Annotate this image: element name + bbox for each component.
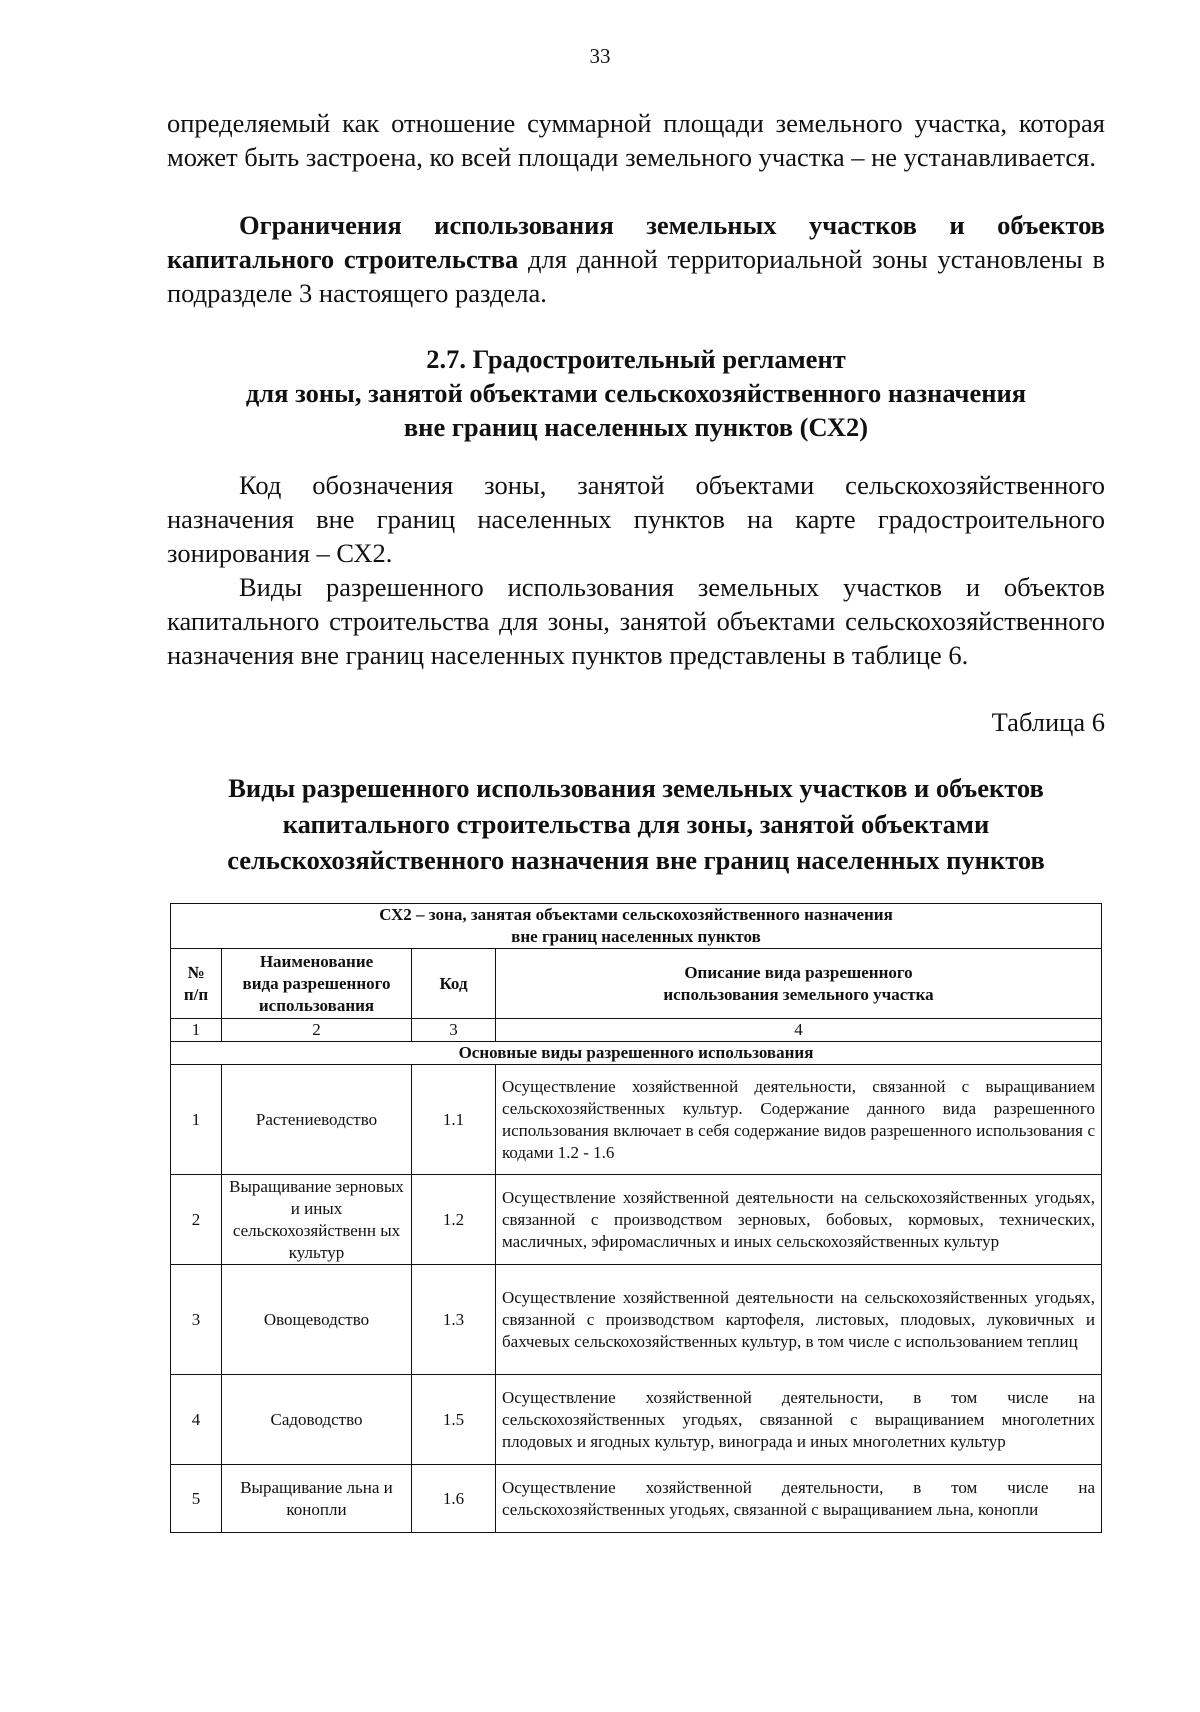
zone-header-row — [171, 904, 1102, 949]
column-number-cell: 2 — [222, 1019, 412, 1042]
row-code: 1.2 — [412, 1175, 496, 1265]
table-title-line-2: капитального строительства для зоны, занятой объектами — [282, 809, 990, 839]
table-row — [171, 1375, 1102, 1465]
table-title-line-3: сельскохозяйственного назначения вне границ населенных пунктов — [227, 845, 1045, 875]
restrictions-rest-text: для данной территориальной зоны установлены в подразделе 3 настоящего раздела. — [167, 244, 1105, 308]
section-label-cell: Основные виды разрешенного использования — [171, 1042, 1102, 1065]
intro-paragraph — [167, 106, 1105, 174]
row-number: 2 — [171, 1175, 222, 1265]
table-title-line-1: Виды разрешенного использования земельных участков и объектов — [228, 773, 1044, 803]
table-row — [171, 1465, 1102, 1533]
zone-header-cell — [171, 904, 1102, 949]
zone-code-paragraph — [167, 468, 1105, 570]
column-number-row — [171, 1019, 1102, 1042]
column-header-name-line-1: Наименование — [259, 951, 374, 971]
row-code: 1.1 — [412, 1065, 496, 1175]
row-use-name: Овощеводство — [222, 1265, 412, 1375]
section-heading — [167, 342, 1105, 444]
table-title — [167, 770, 1105, 878]
section-heading-line-3: вне границ населенных пунктов (СХ2) — [403, 412, 869, 442]
table-number-caption: Таблица 6 — [991, 707, 1105, 737]
section-label-row — [171, 1042, 1102, 1065]
row-description: Осуществление хозяйственной деятельности, в том числе на сельскохозяйственных угодьях, связанной с выращиванием многолетних плодовых и ягодных культур, винограда и иных многолетних культур — [496, 1375, 1102, 1465]
row-use-name: Выращивание зерновых и иных сельскохозяйственн ых культур — [222, 1175, 412, 1265]
row-description: Осуществление хозяйственной деятельности, связанной с выращиванием сельскохозяйственных культур. Содержание данного вида разрешенного использования включает в себя содержание видов разрешенного использования с кодами 1.2 - 1.6 — [496, 1065, 1102, 1175]
column-header-number-line-2: п/п — [183, 984, 209, 1004]
restrictions-bold-text: Ограничения использования земельных участков и объектов капитального строительства — [167, 210, 1105, 274]
section-heading-line-1: 2.7. Градостроительный регламент — [426, 344, 846, 374]
row-number: 3 — [171, 1265, 222, 1375]
row-number: 4 — [171, 1375, 222, 1465]
row-use-name: Выращивание льна и конопли — [222, 1465, 412, 1533]
row-code: 1.6 — [412, 1465, 496, 1533]
zone-header-line-2: вне границ населенных пунктов — [511, 927, 761, 946]
row-number: 1 — [171, 1065, 222, 1175]
zone-header-line-1: СХ2 – зона, занятая объектами сельскохозяйственного назначения — [379, 905, 893, 924]
section-heading-line-2: для зоны, занятой объектами сельскохозяйственного назначения — [245, 378, 1027, 408]
column-header-description-line-1: Описание вида разрешенного — [684, 962, 913, 982]
row-use-name: Растениеводство — [222, 1065, 412, 1175]
column-header-description-line-2: использования земельного участка — [663, 984, 934, 1004]
permitted-types-text: Виды разрешенного использования земельных участков и объектов капитального строительства для зоны, занятой объектами сельскохозяйственного назначения вне границ населенных пунктов представлены в таблице 6. — [167, 572, 1105, 670]
row-code: 1.3 — [412, 1265, 496, 1375]
column-number-cell: 3 — [412, 1019, 496, 1042]
row-description: Осуществление хозяйственной деятельности, в том числе на сельскохозяйственных угодьях, связанной с выращиванием льна, конопли — [496, 1465, 1102, 1533]
column-number-cell: 1 — [171, 1019, 222, 1042]
table-row — [171, 1265, 1102, 1375]
row-description: Осуществление хозяйственной деятельности на сельскохозяйственных угодьях, связанной с производством зерновых, бобовых, кормовых, технических, масличных, эфиромасличных и иных сельскохозяйственных культур — [496, 1175, 1102, 1265]
column-header-code: Код — [412, 949, 496, 1019]
permitted-types-paragraph — [167, 570, 1105, 672]
column-header-row — [171, 949, 1102, 1019]
page-number: 33 — [589, 44, 611, 68]
column-header-name-line-2: вида разрешенного — [242, 973, 391, 993]
column-header-number-line-1: № — [187, 962, 205, 982]
column-header-name — [222, 949, 412, 1019]
column-number-cell: 4 — [496, 1019, 1102, 1042]
column-header-number — [171, 949, 222, 1019]
row-use-name: Садоводство — [222, 1375, 412, 1465]
row-number: 5 — [171, 1465, 222, 1533]
table-row — [171, 1175, 1102, 1265]
column-header-name-line-3: использования — [258, 995, 375, 1015]
row-code: 1.5 — [412, 1375, 496, 1465]
restrictions-paragraph — [167, 208, 1105, 310]
permitted-use-table — [170, 903, 1102, 1533]
intro-text: определяемый как отношение суммарной площади земельного участка, которая может быть застроена, ко всей площади земельного участка – не устанавливается. — [167, 108, 1105, 172]
zone-code-text: Код обозначения зоны, занятой объектами сельскохозяйственного назначения вне границ населенных пунктов на карте градостроительного зонирования – СХ2. — [167, 470, 1105, 568]
row-description: Осуществление хозяйственной деятельности на сельскохозяйственных угодьях, связанной с производством картофеля, листовых, плодовых, луковичных и бахчевых сельскохозяйственных культур, в том числе с использованием теплиц — [496, 1265, 1102, 1375]
column-header-description — [496, 949, 1102, 1019]
table-row — [171, 1065, 1102, 1175]
